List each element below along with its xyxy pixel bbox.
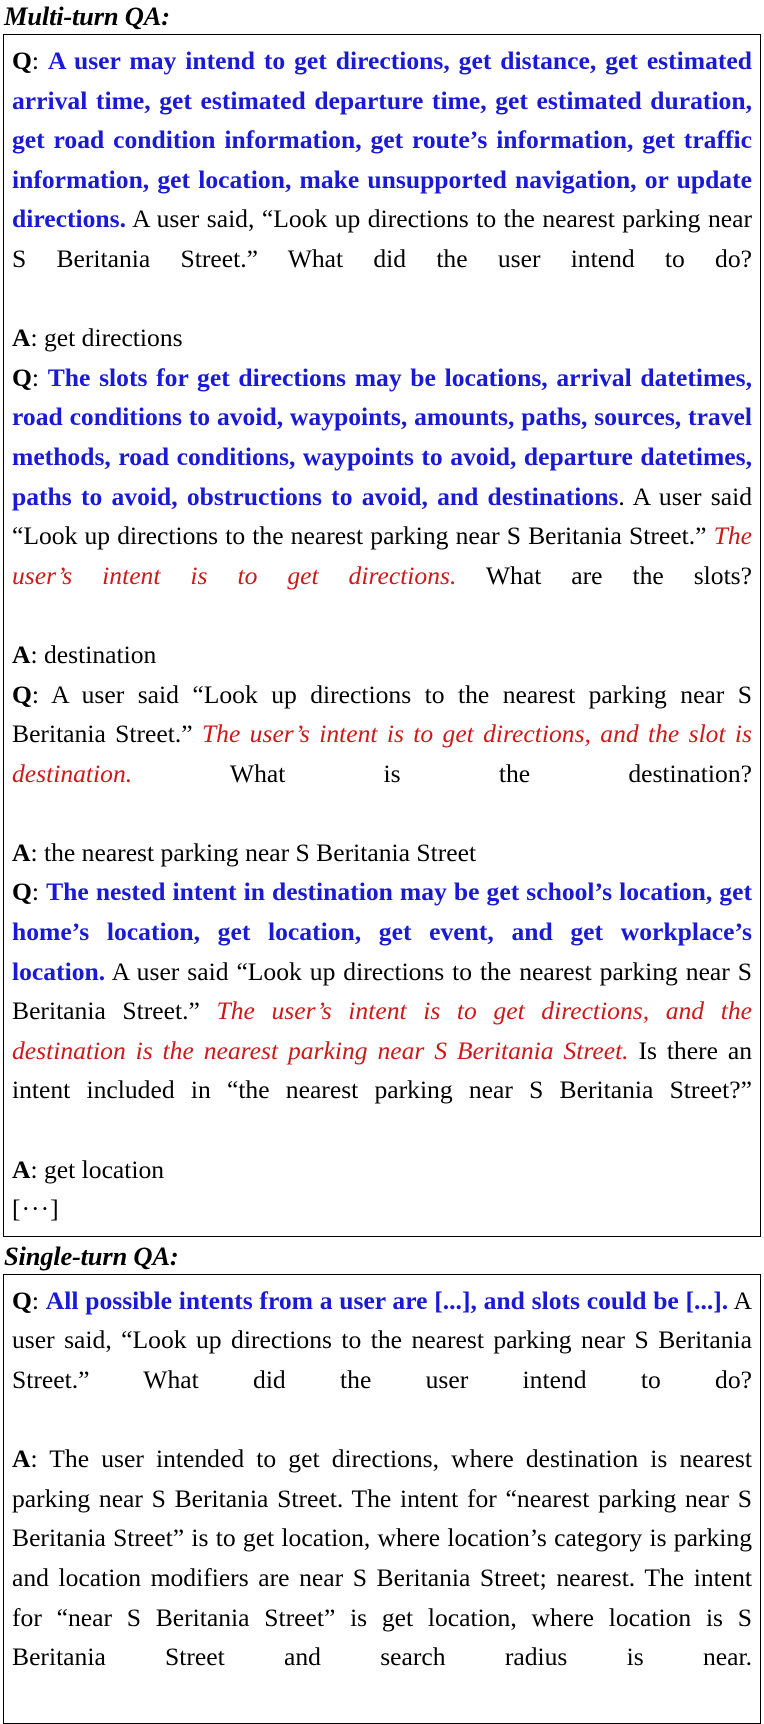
q-plain-tail: What is the destination? — [132, 758, 752, 788]
section-heading-multi-turn: Multi-turn QA: — [4, 1, 170, 31]
q-colon: : — [31, 362, 48, 392]
a-text: : destination — [30, 639, 157, 669]
q-label: Q — [12, 1285, 32, 1315]
a-label: A — [12, 323, 31, 353]
q-plain-text: . A user said “Look up directions to the nearest parking near S Beritania Street.” — [12, 481, 752, 551]
a-label: A — [12, 1444, 31, 1474]
a-label: A — [12, 837, 31, 867]
q-label: Q — [12, 46, 32, 75]
q-colon: : — [31, 1285, 46, 1315]
qa-turn-answer — [12, 1150, 752, 1190]
a-label: A — [12, 639, 31, 669]
a-label: A — [12, 1154, 31, 1184]
q-plain-tail: What are the slots? — [456, 560, 752, 590]
single-turn-qa-box — [3, 1274, 761, 1724]
qa-turn-answer — [12, 833, 752, 873]
q-colon: : — [31, 877, 47, 907]
q-label: Q — [12, 679, 32, 709]
qa-turn-question — [12, 675, 752, 833]
qa-turn-question — [12, 358, 752, 635]
q-plain-tail: Is there an intent included in “the nearest parking near S Beritania Street?” — [12, 1035, 752, 1105]
qa-turn-question — [12, 1281, 752, 1439]
q-colon: : — [31, 46, 48, 75]
q-plain-text: A user said “Look up directions to the nearest parking near S Beritania Street.” — [12, 956, 752, 1026]
section-heading-single-turn: Single-turn QA: — [4, 1240, 179, 1271]
qa-turn-answer — [12, 1439, 752, 1716]
q-label: Q — [12, 877, 32, 907]
qa-turn-question — [12, 872, 752, 1149]
q-red-context: The user’s intent is to get directions. — [12, 521, 752, 590]
q-plain-text: A user said, “Look up directions to the nearest parking near S Beritania Street.” What did the user intend to do? — [12, 1285, 752, 1394]
a-text: : The user intended to get directions, where destination is nearest parking near S Beritania Street. The intent for “nearest parking near S Beritania Street” is to get location, where location’s category is parking and location modifiers are near S Beritania Street; nearest. The intent for “near S Beritania Street” is get location, where location is S Beritania Street and search radius is near. — [12, 1444, 752, 1672]
q-blue-prompt: The slots for get directions may be locations, arrival datetimes, road conditions to avoid, waypoints, amounts, paths, sources, travel methods, road conditions, waypoints to avoid, departure datetimes, paths to avoid, obstructions to avoid, and destinations — [12, 362, 752, 511]
qa-turn-question — [12, 41, 752, 318]
q-red-context: The user’s intent is to get directions, and the destination is the nearest parking near S Beritania Street. — [12, 996, 752, 1065]
q-blue-prompt: A user may intend to get directions, get distance, get estimated arrival time, get estimated departure time, get estimated duration, get road condition information, get route’s information, get traffic information, get location, make unsupported navigation, or update directions. — [12, 46, 753, 234]
a-text: : the nearest parking near S Beritania Street — [30, 837, 477, 867]
qa-turn-answer — [12, 318, 752, 358]
q-red-context: The user’s intent is to get directions, and the slot is destination. — [12, 719, 753, 788]
a-text: : get location — [30, 1154, 165, 1184]
a-text: : get directions — [30, 323, 183, 353]
q-label: Q — [12, 362, 32, 392]
qa-turn-answer — [12, 635, 752, 675]
q-plain-text: : A user said “Look up directions to the nearest parking near S Beritania Street.” — [12, 679, 752, 749]
q-blue-prompt: The nested intent in destination may be get school’s location, get home’s location, get location, get event, and get workplace’s location. — [12, 877, 752, 986]
q-blue-prompt: All possible intents from a user are [...], and slots could be [...]. — [45, 1285, 729, 1315]
continuation-ellipsis: [···] — [12, 1194, 60, 1224]
multi-turn-qa-box — [3, 34, 761, 1237]
q-plain-text: A user said, “Look up directions to the nearest parking near S Beritania Street.” What did the user intend to do? — [12, 204, 752, 273]
